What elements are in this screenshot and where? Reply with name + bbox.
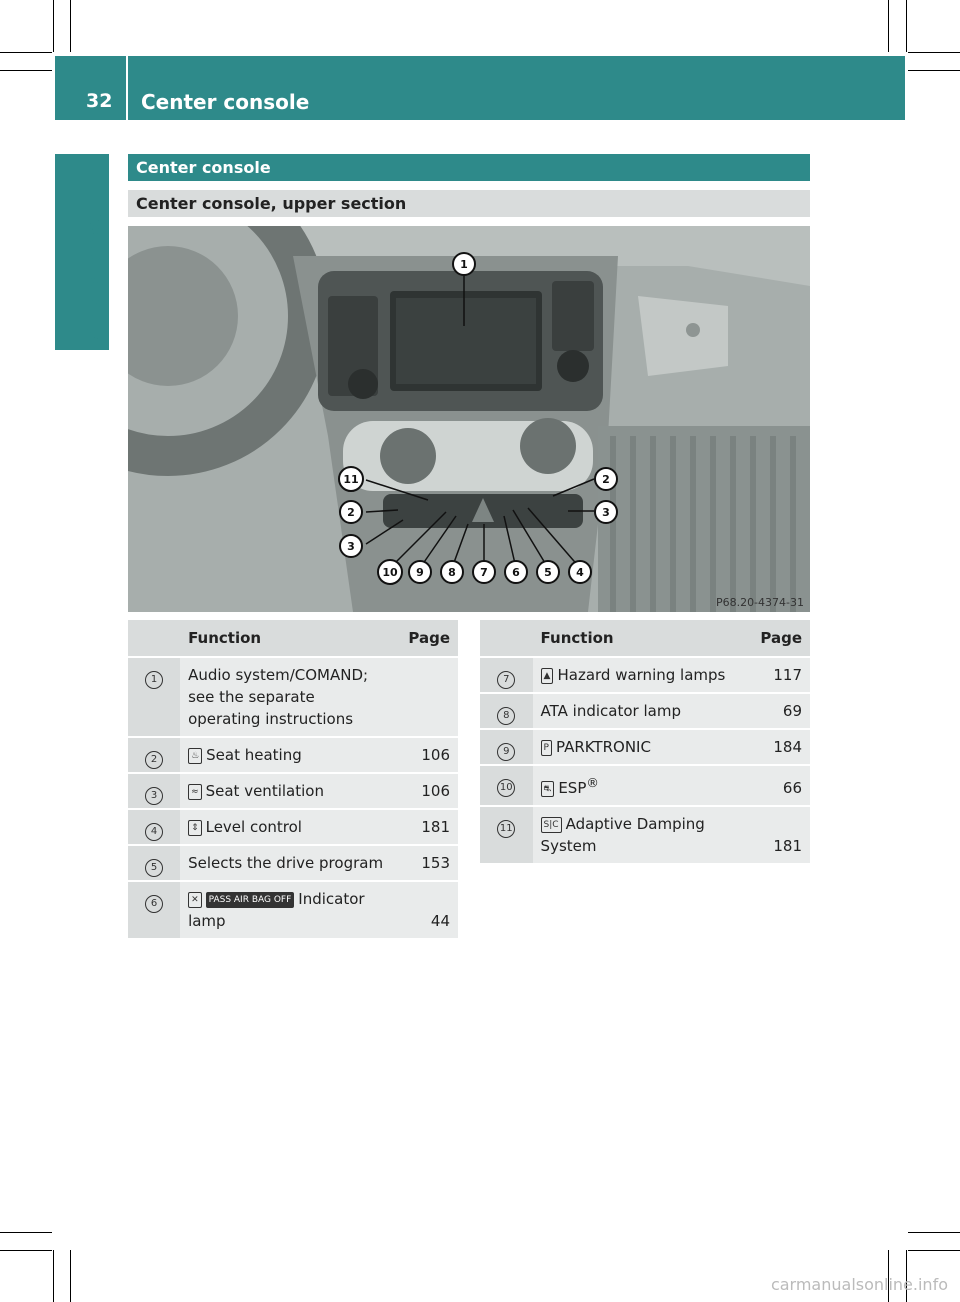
esp-off-icon: ⛐ xyxy=(541,781,555,797)
item-number: 5 xyxy=(145,859,163,877)
side-tab-label: At a glance xyxy=(82,213,106,340)
svg-text:2: 2 xyxy=(347,506,355,519)
table-row xyxy=(128,657,458,737)
function-text: ESP xyxy=(558,779,587,797)
item-number: 1 xyxy=(145,671,163,689)
table-row xyxy=(480,765,810,806)
svg-text:7: 7 xyxy=(480,566,488,579)
callout-2-left xyxy=(340,501,362,523)
callout-3-left xyxy=(340,535,362,557)
svg-text:3: 3 xyxy=(602,506,610,519)
page-ref xyxy=(392,657,458,737)
svg-text:10: 10 xyxy=(382,566,398,579)
crop-mark xyxy=(53,0,54,52)
level-control-icon: ⇕ xyxy=(188,820,202,836)
svg-text:5: 5 xyxy=(544,566,552,579)
table-row xyxy=(128,809,458,845)
item-number: 9 xyxy=(497,743,515,761)
callout-8 xyxy=(441,561,463,583)
svg-text:6: 6 xyxy=(512,566,520,579)
function-text: Selects the drive program xyxy=(180,845,392,881)
item-number: 3 xyxy=(145,787,163,805)
crop-mark xyxy=(906,0,907,52)
svg-text:8: 8 xyxy=(448,566,456,579)
callout-1 xyxy=(453,253,475,275)
crop-mark xyxy=(0,1232,52,1233)
function-table-left xyxy=(128,620,458,940)
svg-text:4: 4 xyxy=(576,566,584,579)
function-text: Hazard warning lamps xyxy=(557,666,726,684)
table-row xyxy=(480,693,810,729)
page-ref: 106 xyxy=(392,773,458,809)
page-ref: 181 xyxy=(744,806,810,864)
function-text: PARKTRONIC xyxy=(555,738,651,756)
function-table-right xyxy=(480,620,810,865)
crop-mark xyxy=(0,70,52,71)
function-text: Audio system/COMAND; see the separate operating instructions xyxy=(180,657,392,737)
callout-4 xyxy=(569,561,591,583)
crop-mark xyxy=(53,1250,54,1302)
table-row xyxy=(128,737,458,773)
photo-caption: P68.20-4374-31 xyxy=(715,596,804,609)
col-page: Page xyxy=(744,620,810,657)
table-row xyxy=(480,657,810,693)
item-number: 4 xyxy=(145,823,163,841)
callout-2-right xyxy=(595,468,617,490)
crop-mark xyxy=(908,1232,960,1233)
callout-9 xyxy=(409,561,431,583)
crop-mark xyxy=(70,1250,71,1302)
seat-heating-icon: ♨ xyxy=(188,748,202,764)
page-ref: 44 xyxy=(392,881,458,939)
page-ref: 69 xyxy=(744,693,810,729)
svg-text:11: 11 xyxy=(343,473,359,486)
table-row xyxy=(128,881,458,939)
console-illustration xyxy=(128,226,810,612)
seat-ventilation-icon: ≈ xyxy=(188,784,202,800)
page-number: 32 xyxy=(86,90,113,112)
page-ref: 153 xyxy=(392,845,458,881)
page-ref: 117 xyxy=(744,657,810,693)
item-number: 2 xyxy=(145,751,163,769)
crop-mark xyxy=(70,0,71,52)
header-title: Center console xyxy=(141,90,310,114)
col-function: Function xyxy=(533,620,745,657)
center-console-photo xyxy=(128,226,810,612)
item-number: 10 xyxy=(497,779,515,797)
table-row xyxy=(480,806,810,864)
registered-mark: ® xyxy=(586,775,599,790)
crop-mark xyxy=(888,0,889,52)
table-row xyxy=(128,845,458,881)
subsection-heading: Center console, upper section xyxy=(128,190,810,217)
item-number: 8 xyxy=(497,707,515,725)
sport-comf-icon: S|C xyxy=(541,817,562,833)
hazard-icon: ▲ xyxy=(541,668,554,684)
svg-text:3: 3 xyxy=(347,540,355,553)
function-text: ATA indicator lamp xyxy=(533,693,745,729)
page-ref: 66 xyxy=(744,765,810,806)
table-row xyxy=(480,729,810,765)
item-number: 11 xyxy=(497,820,515,838)
col-function: Function xyxy=(180,620,392,657)
crop-mark xyxy=(908,1250,960,1251)
crop-mark xyxy=(0,1250,52,1251)
function-text: Seat ventilation xyxy=(205,782,324,800)
svg-text:1: 1 xyxy=(460,258,468,271)
crop-mark xyxy=(908,52,960,53)
crop-mark xyxy=(908,70,960,71)
item-number: 7 xyxy=(497,671,515,689)
airbag-person-icon: ✕ xyxy=(188,892,202,908)
function-text: Level control xyxy=(205,818,302,836)
function-text: Indicator lamp xyxy=(188,890,365,930)
function-text: Seat heating xyxy=(206,746,302,764)
svg-text:9: 9 xyxy=(416,566,424,579)
airbag-off-icon: PASS AIR BAG OFF xyxy=(206,892,295,908)
table-row xyxy=(128,773,458,809)
page-ref: 181 xyxy=(392,809,458,845)
callout-3-right xyxy=(595,501,617,523)
parktronic-off-icon: P xyxy=(541,740,552,756)
callout-7 xyxy=(473,561,495,583)
crop-mark xyxy=(0,52,52,53)
svg-text:2: 2 xyxy=(602,473,610,486)
watermark: carmanualsonline.info xyxy=(770,1275,948,1294)
callout-5 xyxy=(537,561,559,583)
section-heading: Center console xyxy=(128,154,810,181)
function-text: Adaptive Damping System xyxy=(540,815,705,855)
header-divider xyxy=(126,56,128,120)
item-number: 6 xyxy=(145,895,163,913)
col-page: Page xyxy=(392,620,458,657)
page-ref: 184 xyxy=(744,729,810,765)
callout-6 xyxy=(505,561,527,583)
callout-10 xyxy=(378,560,402,584)
page-ref: 106 xyxy=(392,737,458,773)
callout-11 xyxy=(339,467,363,491)
